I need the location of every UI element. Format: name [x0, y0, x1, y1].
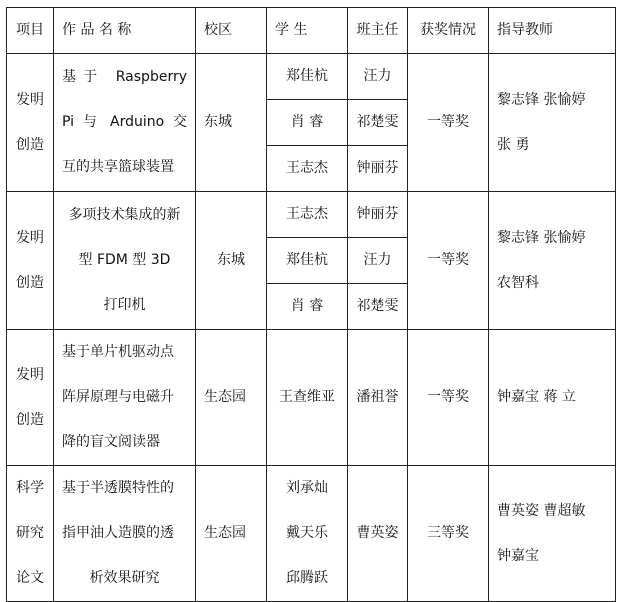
- table-row: [7, 330, 616, 466]
- work-title-line: 降的盲文阅读器: [62, 434, 160, 450]
- student-cell: 郑佳杭: [267, 238, 348, 284]
- campus-cell: 生态园: [196, 330, 267, 466]
- category-line: 科学: [16, 480, 44, 496]
- advisor-line: 钟嘉宝: [497, 547, 539, 564]
- table-row: [7, 54, 616, 100]
- campus-cell: 生态园: [196, 466, 267, 602]
- homeroom-cell: 潘祖誉: [348, 330, 408, 466]
- work-title-line: 基于 Raspberry: [62, 69, 187, 85]
- student-cell: 肖 睿: [267, 284, 348, 330]
- advisor-cell: [489, 54, 616, 192]
- advisor-line: 农智科: [497, 274, 539, 291]
- work-title-line: 指甲油人造膜的透: [62, 525, 174, 541]
- work-title-cell: [54, 54, 196, 192]
- category-line: 创造: [16, 136, 44, 153]
- category-cell: [7, 54, 54, 192]
- work-title-line: 型 FDM 型 3D: [78, 252, 171, 268]
- advisor-line: 黎志锋 张愉婷: [497, 91, 586, 108]
- awards-table: [6, 7, 616, 602]
- advisor-cell: 钟嘉宝 蒋 立: [489, 330, 616, 466]
- category-cell: [7, 192, 54, 330]
- student-cell: 肖 睿: [267, 100, 348, 146]
- header-homeroom: 班主任: [348, 8, 408, 54]
- student-cell: 郑佳杭: [267, 54, 348, 100]
- homeroom-cell: 钟丽芬: [348, 192, 408, 238]
- header-category: 项目: [7, 8, 54, 54]
- category-line: 研究: [16, 525, 44, 541]
- advisor-line: 曹英姿 曹超敏: [497, 502, 586, 519]
- header-student: 学 生: [267, 8, 348, 54]
- campus-cell: 东城: [196, 54, 267, 192]
- category-cell: [7, 330, 54, 466]
- work-title-line: 多项技术集成的新: [68, 207, 181, 223]
- category-line: 创造: [16, 411, 44, 428]
- work-title-line: 阵屏原理与电磁升: [62, 389, 174, 405]
- category-line: 论文: [16, 570, 44, 586]
- category-line: 发明: [16, 366, 44, 383]
- work-title-cell: [54, 330, 196, 466]
- category-line: 发明: [16, 91, 44, 108]
- homeroom-cell: 曹英姿: [348, 466, 408, 602]
- work-title-line: 打印机: [103, 297, 146, 313]
- header-campus: 校区: [196, 8, 267, 54]
- student-cell: [267, 466, 348, 602]
- award-cell: 一等奖: [408, 54, 489, 192]
- category-line: 创造: [16, 274, 44, 291]
- advisor-cell: [489, 466, 616, 602]
- work-title-line: 互的共享篮球装置: [62, 159, 174, 175]
- work-title-line: 基于单片机驱动点: [62, 344, 174, 360]
- student-cell: 王查维亚: [267, 330, 348, 466]
- homeroom-cell: 钟丽芬: [348, 146, 408, 192]
- advisor-line: 黎志锋 张愉婷: [497, 229, 586, 246]
- category-cell: [7, 466, 54, 602]
- table-header-row: [7, 8, 616, 54]
- header-award: 获奖情况: [408, 8, 489, 54]
- work-title-line: 析效果研究: [89, 570, 160, 586]
- work-title-cell: [54, 192, 196, 330]
- work-title-cell: [54, 466, 196, 602]
- campus-cell: 东城: [196, 192, 267, 330]
- student-line: 邱腾跃: [286, 570, 328, 586]
- student-cell: 王志杰: [267, 146, 348, 192]
- advisor-cell: [489, 192, 616, 330]
- homeroom-cell: 汪力: [348, 54, 408, 100]
- table-row: [7, 192, 616, 238]
- homeroom-cell: 祁楚雯: [348, 100, 408, 146]
- work-title-line: Pi 与 Arduino 交: [62, 114, 187, 130]
- category-line: 发明: [16, 229, 44, 246]
- award-cell: 三等奖: [408, 466, 489, 602]
- table-row: [7, 466, 616, 602]
- student-cell: 王志杰: [267, 192, 348, 238]
- award-cell: 一等奖: [408, 330, 489, 466]
- student-line: 刘承灿: [286, 480, 328, 496]
- header-work: 作 品 名 称: [54, 8, 196, 54]
- student-line: 戴天乐: [286, 525, 328, 541]
- award-cell: 一等奖: [408, 192, 489, 330]
- header-advisor: 指导教师: [489, 8, 616, 54]
- homeroom-cell: 祁楚雯: [348, 284, 408, 330]
- work-title-line: 基于半透膜特性的: [62, 480, 174, 496]
- advisor-line: 张 勇: [497, 136, 530, 153]
- homeroom-cell: 汪力: [348, 238, 408, 284]
